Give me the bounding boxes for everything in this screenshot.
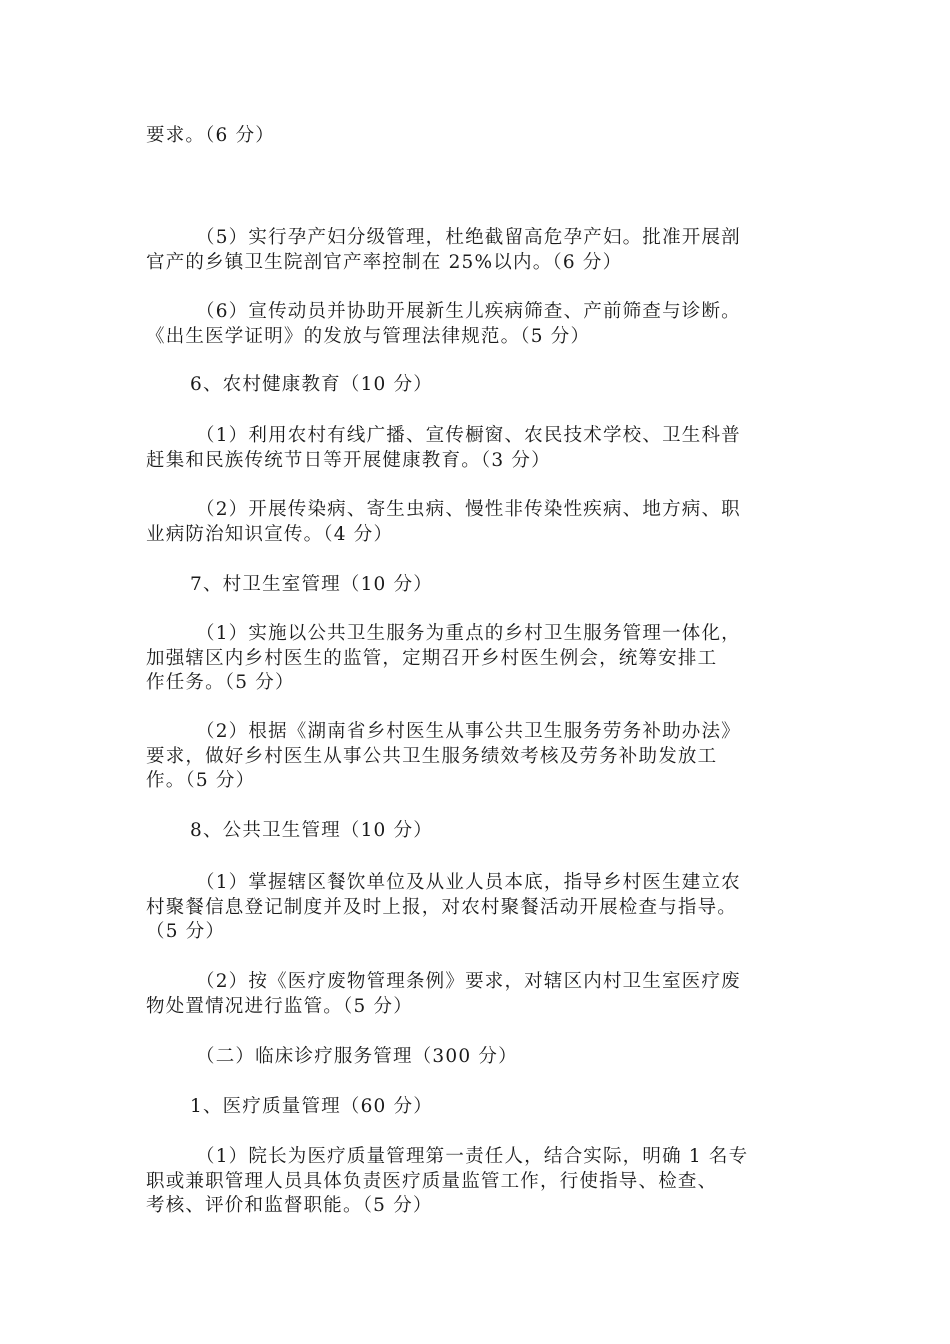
text-line: 职或兼职管理人员具体负责医疗质量监管工作，行使指导、检查、 [146, 1170, 718, 1192]
paragraph-item-6 [146, 300, 814, 349]
section-heading-village-clinic [146, 573, 814, 598]
paragraph-item-1 [146, 622, 814, 696]
text-line: （2）开展传染病、寄生虫病、慢性非传染性疾病、地方病、职 [196, 499, 741, 520]
text-line: 加强辖区内乡村医生的监管，定期召开乡村医生例会，统筹安排工 [146, 647, 718, 669]
section-heading-medical-quality [146, 1095, 814, 1120]
text-line: 7、村卫生室管理（10 分） [190, 574, 433, 595]
section-heading-rural-health-education [146, 373, 814, 398]
text-line: 1、医疗质量管理（60 分） [190, 1096, 433, 1117]
section-heading-clinical-services [146, 1045, 814, 1070]
text-line: 6、农村健康教育（10 分） [190, 374, 433, 395]
text-line: （1）实施以公共卫生服务为重点的乡村卫生服务管理一体化， [196, 623, 741, 644]
text-line: （1）利用农村有线广播、宣传橱窗、农民技术学校、卫生科普 [196, 425, 741, 446]
text-line: 官产的乡镇卫生院剖官产率控制在 25%以内。（6 分） [146, 251, 623, 273]
text-line: （1）院长为医疗质量管理第一责任人，结合实际，明确 1 名专 [196, 1146, 749, 1167]
paragraph-item-1 [146, 1145, 814, 1219]
text-line: 赶集和民族传统节日等开展健康教育。（3 分） [146, 449, 551, 471]
paragraph-item-2 [146, 720, 814, 794]
text-line: 考核、评价和监督职能。（5 分） [146, 1195, 433, 1216]
text-line: 《出生医学证明》的发放与管理法律规范。（5 分） [146, 325, 591, 347]
paragraph-item-5 [146, 226, 814, 275]
paragraph-item-2 [146, 970, 814, 1019]
paragraph-item-1 [146, 871, 814, 945]
paragraph-item-2 [146, 498, 814, 547]
text-line: 物处置情况进行监管。（5 分） [146, 995, 413, 1017]
text-line: （1）掌握辖区餐饮单位及从业人员本底，指导乡村医生建立农 [196, 872, 741, 893]
text-line: （2）根据《湖南省乡村医生从事公共卫生服务劳务补助办法》 [196, 721, 741, 742]
text-line: 要求，做好乡村医生从事公共卫生服务绩效考核及劳务补助发放工 [146, 745, 718, 767]
text-line: （6）宣传动员并协助开展新生儿疾病筛查、产前筛查与诊断。 [196, 301, 741, 322]
text-line: 村聚餐信息登记制度并及时上报，对农村聚餐活动开展检查与指导。 [146, 896, 738, 918]
text-line: 要求。（6 分） [146, 125, 276, 146]
text-line: （2）按《医疗废物管理条例》要求，对辖区内村卫生室医疗废 [196, 971, 741, 992]
text-line: （5）实行孕产妇分级管理，杜绝截留高危孕产妇。批准开展剖 [196, 227, 741, 248]
text-line: 8、公共卫生管理（10 分） [190, 820, 433, 841]
text-line: 作任务。（5 分） [146, 672, 295, 693]
paragraph-continuation [146, 124, 814, 149]
text-line: （二）临床诊疗服务管理（300 分） [196, 1046, 518, 1067]
paragraph-item-1 [146, 424, 814, 473]
text-line: 作。（5 分） [146, 770, 256, 791]
text-line: 业病防治知识宣传。（4 分） [146, 523, 394, 545]
text-line: （5 分） [146, 921, 226, 942]
section-heading-public-health [146, 819, 814, 844]
